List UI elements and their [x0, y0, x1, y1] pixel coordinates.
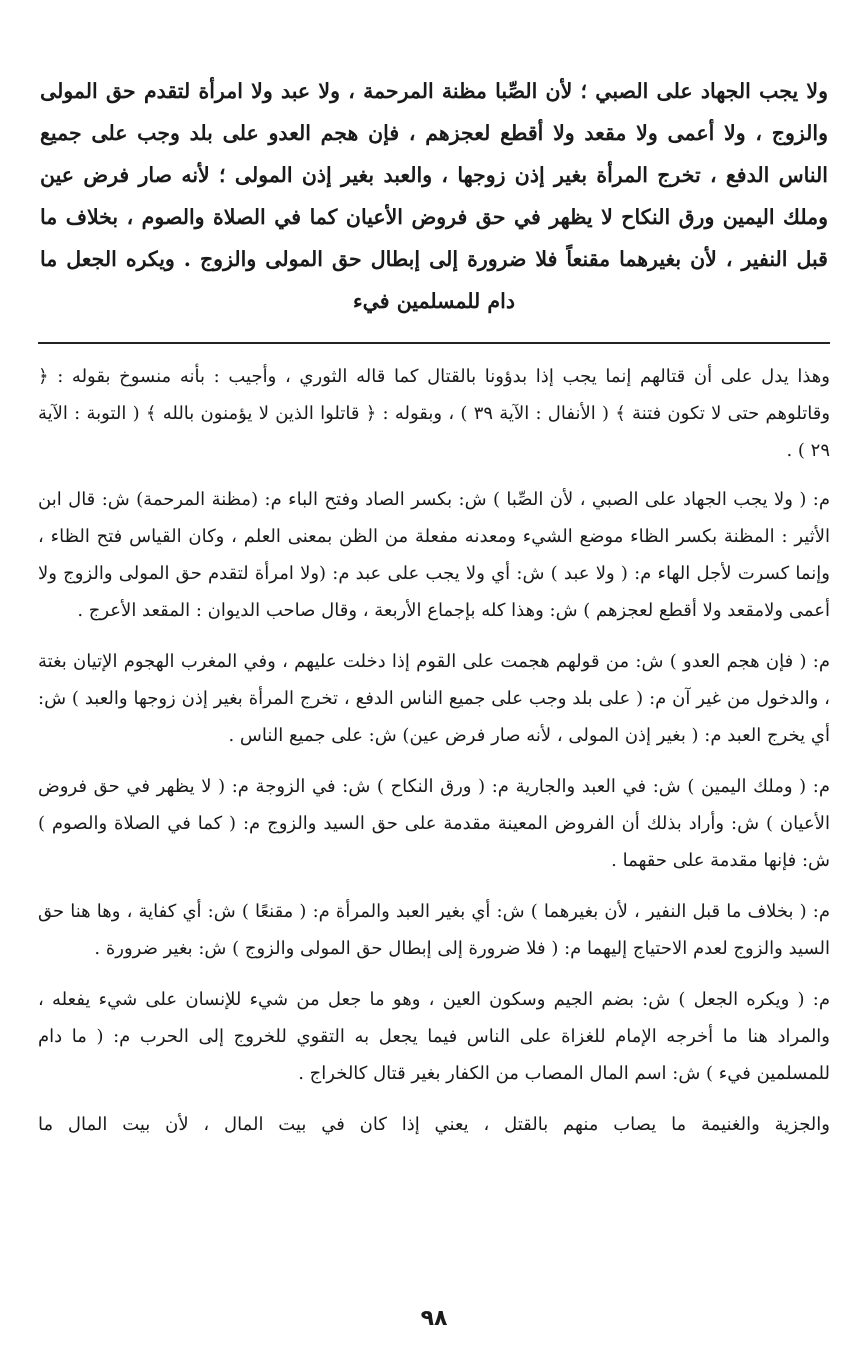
section-divider — [38, 342, 830, 344]
commentary-paragraph-3: م: ( وملك اليمين ) ش: في العبد والجارية م: ( ورق النكاح ) ش: في الزوجة م: ( لا يظهر في حق فروض الأعيان ) ش: وأراد بذلك أن الفروض المعينة مقدمة على حق السيد والزوج م: ( كما في الصلاة والصوم ) ش: فإنها مقدمة على حقهما . — [38, 776, 830, 871]
commentary-paragraph-1: م: ( ولا يجب الجهاد على الصبي ، لأن الصِّبا ) ش: بكسر الصاد وفتح الباء م: (مظنة المرحمة) ش: قال ابن الأثير : المظنة بكسر الظاء موضع الشيء ومعدنه مفعلة من الظن بمعنى العلم ، وكان القياس فتح الظاء ، وإنما كسرت لأجل الهاء م: ( ولا عبد ) ش: أي ولا يجب على عبد م: (ولا امرأة لتقدم حق المولى والزوج ولا أعمى ولامقعد ولا أقطع لعجزهم ) ش: وهذا كله بإجماع الأربعة ، وقال صاحب الديوان : المقعد الأعرج . — [38, 489, 830, 621]
continuation-line: والجزية والغنيمة ما يصاب منهم بالقتل ، يعني إذا كان في بيت المال ، لأن بيت المال ما — [38, 1114, 830, 1135]
document-page — [38, 70, 830, 1350]
commentary-paragraph-2: م: ( فإن هجم العدو ) ش: من قولهم هجمت على القوم إذا دخلت عليهم ، وفي المغرب الهجوم الإتيان بغتة ، والدخول من غير آن م: ( على بلد وجب على جميع الناس الدفع ، تخرج المرأة بغير إذن زوجها والعبد ) ش: أي يخرج العبد م: ( بغير إذن المولى ، لأنه صار فرض عين) ش: على جميع الناس . — [38, 651, 830, 746]
page-number: ٩٨ — [420, 1306, 448, 1331]
commentary-paragraph-4: م: ( بخلاف ما قبل النفير ، لأن بغيرهما ) ش: أي بغير العبد والمرأة م: ( مقنعًا ) ش: أي كفاية ، وها هنا حق السيد والزوج لعدم الاحتياج إليهما م: ( فلا ضرورة إلى إبطال حق المولى والزوج ) ش: بغير ضرورة . — [38, 901, 830, 959]
commentary-paragraph-5: م: ( ويكره الجعل ) ش: بضم الجيم وسكون العين ، وهو ما جعل من شيء للإنسان على شيء يفعله ، والمراد هنا ما أخرجه الإمام للغزاة على الناس فيما يجعل به التقوي للخروج إلى الحرب م: ( ما دام للمسلمين فيء ) ش: اسم المال المصاب من الكفار بغير قتال كالخراج . — [38, 989, 830, 1084]
footnote-text: وهذا يدل على أن قتالهم إنما يجب إذا بدؤونا بالقتال كما قاله الثوري ، وأجيب : بأنه منسوخ بقوله : ﴿ وقاتلوهم حتى لا تكون فتنة ﴾ ( الأنفال : الآية ٣٩ ) ، وبقوله : ﴿ قاتلوا الذين لا يؤمنون بالله ﴾ ( التوبة : الآية ٢٩ ) . — [38, 366, 831, 461]
main-text: ولا يجب الجهاد على الصبي ؛ لأن الصِّبا مظنة المرحمة ، ولا عبد ولا امرأة لتقدم حق المولى والزوج ، ولا أعمى ولا مقعد ولا أقطع لعجزهم ، فإن هجم العدو على بلد وجب على جميع الناس الدفع ، تخرج المرأة بغير إذن زوجها ، والعبد بغير إذن المولى ؛ لأنه صار فرض عين وملك اليمين ورق النكاح لا يظهر في حق فروض الأعيان كما في الصلاة والصوم ، بخلاف ما قبل النفير ، لأن بغيرهما مقنعاً فلا ضرورة إلى إبطال حق المولى والزوج . ويكره الجعل ما دام للمسلمين فيء — [40, 79, 828, 313]
